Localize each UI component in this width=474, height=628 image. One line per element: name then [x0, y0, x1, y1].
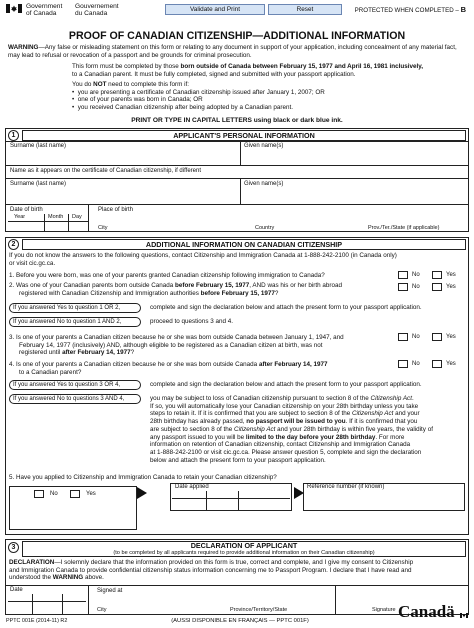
section2-intro: [9, 252, 464, 267]
instruction-yes-1-2-text: complete and sign the declaration below and attach the present form to your passport application.: [150, 304, 422, 311]
notice-line1c: .: [411, 395, 414, 402]
notice-line2: If so, you will automatically lose your Canadian citizenship on your 28th birthday unless you take: [150, 402, 419, 410]
canada-flag-icon: [6, 4, 22, 13]
notice-line4a: 28th birthday has already passed,: [150, 418, 247, 426]
notice-line4c: . If it is confirmed that you: [345, 418, 418, 426]
q3-line1: 3. Is one of your parents a Canadian citizen because he or she was born outside Canada between January 1, 1947, and: [9, 334, 344, 341]
signature-label: Signature: [372, 607, 396, 613]
intro-bullet1-text: you are presenting a certificate of Canadian citizenship issued after January 1, 2007; OR: [77, 88, 325, 96]
protected-text: PROTECTED WHEN COMPLETED –: [354, 7, 459, 14]
decl-text3c: above.: [83, 574, 104, 582]
q1-yes-checkbox[interactable]: [432, 271, 442, 279]
reference-number-input[interactable]: [306, 493, 462, 509]
q4-text-a: 4. Is one of your parents a Canadian citizen because he or she was born outside Canada: [9, 361, 259, 368]
dob-label: Date of birth: [10, 207, 43, 213]
notice-line5b: Citizenship Act: [234, 425, 276, 433]
q2-text-b: before February 15, 1977: [175, 282, 250, 289]
q2-text-d: registered with Canadian Citizenship and Immigration authorities: [19, 289, 201, 297]
surname-input[interactable]: [8, 151, 237, 164]
q2-text-e: before February 15, 1977: [200, 289, 275, 297]
intro-bullet2-text: one of your parents was born in Canada; OR: [77, 96, 203, 104]
section3-number: 3: [8, 542, 19, 553]
intro-bullet3: • you received Canadian citizenship after being adopted by a Canadian parent.: [72, 103, 294, 111]
name-cert-label: Name as it appears on the certificate of Canadian citizenship, if different: [10, 168, 201, 174]
canada-wordmark: [398, 603, 455, 621]
reference-number-label: Reference number (if known): [307, 484, 385, 490]
section3-subtitle: (to be completed by all applicants required to provide additional information on their Canadian citizenship): [113, 550, 375, 556]
q3-yes-checkbox[interactable]: [432, 333, 442, 341]
signed-prov-label: Province/Territory/State: [230, 607, 288, 613]
question4: [9, 361, 399, 376]
notice-line1: [150, 395, 468, 403]
pob-country-label: Country: [255, 225, 275, 231]
loss-of-citizenship-notice: [150, 395, 468, 464]
q2-text-c: , AND was his or her birth abroad: [249, 282, 342, 289]
page-title: PROOF OF CANADIAN CITIZENSHIP—ADDITIONAL INFORMATION: [68, 30, 406, 42]
print-note: PRINT OR TYPE IN CAPITAL LETTERS using black or dark blue ink.: [131, 117, 343, 124]
signed-at-input[interactable]: [92, 596, 332, 606]
q2-yes-label: Yes: [446, 284, 456, 290]
given-input[interactable]: [243, 151, 465, 164]
q3-yes-label: Yes: [446, 334, 456, 340]
section2-title: ADDITIONAL INFORMATION ON CANADIAN CITIZENSHIP: [22, 239, 466, 250]
notice-line5: [150, 426, 468, 434]
decl-text3a: understood the: [9, 574, 53, 582]
q1-yes-label: Yes: [446, 272, 456, 278]
intro-line1a: This form must be completed by those: [72, 63, 181, 70]
dob-input[interactable]: [8, 221, 88, 231]
decl-text3b: WARNING: [52, 574, 84, 582]
notice-line3c: and your: [393, 410, 420, 418]
canada-wordmark-text: Canadä: [398, 602, 455, 621]
section1-title: APPLICANT'S PERSONAL INFORMATION: [22, 130, 466, 141]
q4-no-label: No: [412, 361, 420, 367]
pob-label: Place of birth: [98, 207, 134, 213]
notice-line5a: are subject to section 8 of the: [150, 425, 235, 433]
q3-text-c: registered until: [19, 349, 63, 357]
intro-line3c: need to complete this form if:: [106, 81, 190, 89]
notice-line3: [150, 410, 468, 418]
given2-input[interactable]: [243, 190, 465, 203]
validate-print-button[interactable]: Validate and Print: [165, 4, 265, 15]
instruction-yes-3-4: If you answered Yes to question 3 OR 4,: [9, 380, 141, 390]
notice-line6c: . For more: [375, 433, 405, 441]
signed-city-label: City: [97, 607, 107, 613]
gov-fr-line1: Gouvernement: [75, 3, 119, 10]
q2-yes-checkbox[interactable]: [432, 283, 442, 291]
q5-no-label: No: [50, 491, 58, 497]
warning-label: WARNING: [8, 44, 39, 51]
intro-line3b: NOT: [93, 81, 107, 89]
q3-line3: [9, 349, 399, 357]
notice-line3b: Citizenship Act: [351, 410, 394, 418]
arrow-to-date-icon: [137, 487, 147, 499]
q4-no-checkbox[interactable]: [398, 360, 408, 368]
question3: [9, 334, 399, 357]
q4-line2: to a Canadian parent?: [19, 368, 82, 376]
q2-text-f: ?: [274, 289, 279, 297]
intro-bullet3-text: you received Canadian citizenship after being adopted by a Canadian parent.: [77, 103, 294, 111]
surname2-label: Surname (last name): [10, 181, 67, 187]
gov-wordmark-fr: [75, 3, 119, 17]
instruction-yes-1-2: If you answered Yes to question 1 OR 2,: [9, 303, 141, 313]
pob-city-label: City: [98, 225, 108, 231]
instruction-yes-3-4-text: complete and sign the declaration below and attach the present form to your passport application.: [150, 381, 422, 388]
q2-line2: [9, 290, 394, 298]
q2-no-label: No: [412, 284, 420, 290]
notice-line4: [150, 418, 468, 426]
gov-fr-line2: du Canada: [75, 10, 108, 17]
surname2-input[interactable]: [8, 190, 237, 203]
dob-year-label: Year: [14, 214, 26, 220]
notice-line1b: Citizenship Act: [370, 395, 412, 402]
notice-line6a: any passport issued to you will be: [150, 433, 246, 441]
french-availability: (AUSSI DISPONIBLE EN FRANÇAIS — PPTC 001F): [171, 618, 309, 624]
pob-prov-label: Prov./Ter./State (if applicable): [368, 225, 440, 231]
section3-header: [22, 541, 466, 557]
notice-line6: [150, 434, 468, 442]
q4-yes-label: Yes: [446, 361, 456, 367]
intro-line1: [72, 63, 462, 71]
date-applied-label: Date applied: [175, 484, 209, 490]
q3-no-checkbox[interactable]: [398, 333, 408, 341]
reset-button[interactable]: Reset: [268, 4, 342, 15]
notice-line3a: steps to retain it. If it is confirmed that you are subject to section 8 of the: [150, 410, 352, 418]
section1-number: 1: [8, 130, 19, 141]
intro-bullet2: • one of your parents was born in Canada; OR: [72, 96, 203, 104]
decl-line2: and Immigration Canada to provide confidential citizenship status information concerning me to Passport Program. I declare that I have read and: [9, 566, 412, 574]
q5-yes-label: Yes: [86, 491, 96, 497]
question2: [9, 282, 394, 297]
decl-text1: —I solemnly declare that the information provided on this form is true, correct and complete, and I give my consent to Citizenship: [54, 559, 414, 566]
gov-en-line2: of Canada: [26, 10, 57, 17]
date-applied-input[interactable]: [172, 498, 290, 510]
notice-line6b: limited to the day before your 28th birthday: [245, 433, 376, 441]
surname-label: Surname (last name): [10, 143, 67, 149]
notice-line7: information on retention of Canadian citizenship, contact Citizenship and Immigration Canada: [150, 441, 411, 449]
wordmark-flag-icon: [460, 604, 468, 609]
q4-line1: [9, 361, 399, 369]
q1-no-label: No: [412, 272, 420, 278]
question5: 5. Have you applied to Citizenship and Immigration Canada to retain your Canadian citizenship?: [9, 474, 277, 481]
intro-block: [72, 63, 462, 112]
decl-date-label: Date: [10, 587, 23, 593]
q2-no-checkbox[interactable]: [398, 283, 408, 291]
notice-line5c: and your 28th birthday is within five years, the validity of: [275, 425, 433, 433]
section2-intro1: If you do not know the answers to the following questions, contact Citizenship and Immigration Canada at 1-888-242-2100 (in Canada only): [9, 252, 397, 259]
intro-line1b: born outside of Canada between February 15, 1977 and April 16, 1981 inclusively,: [180, 63, 424, 70]
q2-line1: [9, 282, 394, 290]
warning-paragraph: [8, 44, 466, 59]
warning-text: —Any false or misleading statement on this form or relating to any document in support of your application, including concealment of any material fact, may lead to refusal or revocation of a passport and be grounds for criminal prosecution.: [8, 44, 457, 59]
q3-text-d: after February 14, 1977: [62, 349, 131, 357]
section2-number: 2: [8, 239, 19, 250]
signed-at-label: Signed at: [97, 588, 123, 594]
q3-text-e: ?: [130, 349, 135, 357]
decl-label: DECLARATION: [9, 559, 55, 566]
protected-letter: B: [460, 5, 466, 14]
dob-month-label: Month: [48, 214, 64, 220]
gov-wordmark-en: [26, 3, 62, 17]
gov-en-line1: Government: [26, 3, 63, 10]
intro-line2: to a Canadian parent. It must be fully completed, signed and submitted with your passport application.: [72, 70, 356, 78]
instruction-no-3-4: If you answered No to questions 3 AND 4,: [9, 394, 141, 404]
given2-label: Given name(s): [244, 181, 284, 187]
form-code: PPTC 001E (2014-11) R2: [6, 618, 68, 624]
q2-text-a: 2. Was one of your Canadian parents born outside Canada: [9, 282, 176, 289]
q4-yes-checkbox[interactable]: [432, 360, 442, 368]
declaration-paragraph: [9, 559, 467, 582]
section3-title: DECLARATION OF APPLICANT: [190, 541, 298, 550]
intro-bullet1: • you are presenting a certificate of Canadian citizenship issued after January 1, 2007; OR: [72, 88, 325, 96]
given-label: Given name(s): [244, 143, 284, 149]
notice-line9: below and attach the present form to your passport application.: [150, 456, 326, 464]
instruction-no-1-2: If you answered No to question 1 AND 2,: [9, 317, 141, 327]
q3-line2: February 14, 1977 (inclusively) AND, although eligible to be registered as a Canadian citizen at birth, was not: [19, 341, 323, 349]
notice-line1a: you may be subject to loss of Canadian citizenship pursuant to section 8 of the: [150, 395, 371, 402]
dob-day-label: Day: [72, 214, 82, 220]
question1: 1. Before you were born, was one of your parents granted Canadian citizenship following immigration to Canada?: [9, 272, 325, 279]
decl-date-input[interactable]: [8, 601, 86, 613]
q5-no-checkbox[interactable]: [34, 490, 44, 498]
decl-line1: [9, 559, 467, 567]
instruction-no-1-2-text: proceed to questions 3 and 4.: [150, 318, 233, 325]
notice-line4b: no passport will be issued to you: [246, 418, 346, 426]
section2-intro2: or visit cic.gc.ca.: [9, 259, 56, 267]
q1-no-checkbox[interactable]: [398, 271, 408, 279]
notice-line8: at 1-888-242-2100 or visit cic.gc.ca. Please answer question 5, complete and sign the declaration: [150, 448, 422, 456]
decl-line3: [9, 574, 467, 582]
pob-input[interactable]: [92, 215, 464, 223]
q3-no-label: No: [412, 334, 420, 340]
q5-yes-checkbox[interactable]: [70, 490, 80, 498]
intro-line3a: You do: [72, 81, 94, 89]
protected-label: [355, 5, 466, 14]
q4-text-b: after February 14, 1977: [258, 361, 328, 368]
intro-line3: [72, 81, 462, 89]
